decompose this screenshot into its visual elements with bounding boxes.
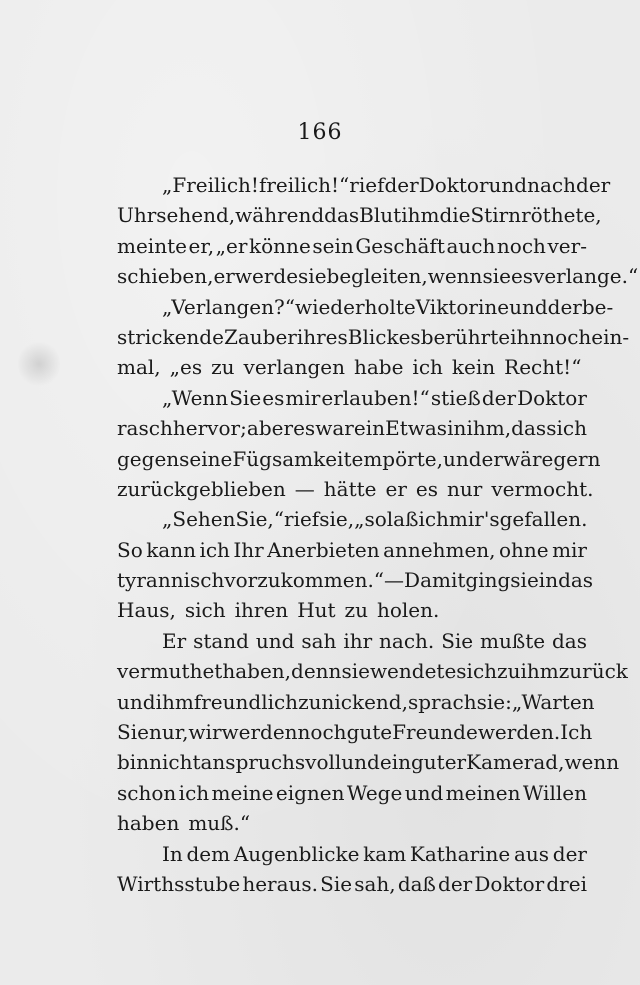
word: vorzukommen.“ xyxy=(224,568,385,593)
word: In xyxy=(162,841,183,866)
text-line xyxy=(117,231,587,261)
word: und xyxy=(509,294,548,319)
word: Sie xyxy=(441,628,474,653)
text-line xyxy=(117,626,587,656)
word: — xyxy=(294,476,315,501)
word: mir xyxy=(285,385,321,410)
text-line xyxy=(117,352,587,382)
word: haben xyxy=(117,811,180,836)
word: strickende xyxy=(117,324,224,349)
word: wäre xyxy=(502,446,554,471)
word: in xyxy=(538,568,559,593)
word: Ich xyxy=(560,720,593,745)
word: muß.“ xyxy=(188,811,251,836)
word: nach xyxy=(527,173,577,197)
word: freilich!“ xyxy=(258,173,350,197)
word: wendete xyxy=(369,659,457,684)
text-line xyxy=(117,747,620,777)
word: das xyxy=(324,203,360,228)
word: Blut xyxy=(359,203,402,228)
word: kann xyxy=(146,537,196,562)
word: „Wenn xyxy=(162,385,229,410)
word: ich xyxy=(199,537,230,562)
word: ver- xyxy=(547,233,587,258)
word: der xyxy=(552,841,587,866)
page-number: 166 xyxy=(297,120,343,145)
word: zu xyxy=(211,355,235,380)
word: Ihr xyxy=(233,537,264,562)
word: Stirn xyxy=(470,203,522,228)
word: der xyxy=(481,385,517,410)
word: die xyxy=(439,203,471,228)
word: mal, xyxy=(117,355,161,380)
word: zurück xyxy=(558,659,628,684)
word: ihn xyxy=(510,324,543,349)
word: kein xyxy=(451,355,496,380)
word: Damit xyxy=(404,568,466,593)
word: er xyxy=(481,446,503,471)
word: wenn xyxy=(427,264,483,289)
word: meinte xyxy=(117,233,187,258)
word: zu xyxy=(497,659,521,684)
word: sich xyxy=(184,598,226,623)
text-line xyxy=(117,383,587,413)
word: mir xyxy=(552,537,587,562)
word: Sie xyxy=(320,871,353,896)
word: „es xyxy=(169,355,203,380)
word: laß xyxy=(386,507,419,532)
word: annehmen, xyxy=(383,537,496,562)
text-line xyxy=(117,717,593,747)
word: schieben, xyxy=(117,264,214,289)
text-line xyxy=(117,687,595,717)
word: sah xyxy=(301,628,337,653)
word: er xyxy=(385,476,407,501)
word: es xyxy=(415,476,439,501)
word: Kamerad, xyxy=(466,750,565,775)
word: ein- xyxy=(591,324,630,349)
word: mir's xyxy=(448,507,500,532)
word: ich xyxy=(412,355,443,380)
word: nur xyxy=(447,476,483,501)
word: ich xyxy=(418,507,449,532)
word: ihres xyxy=(296,324,348,349)
word: und xyxy=(442,446,482,471)
text-line xyxy=(117,444,601,474)
word: war xyxy=(315,416,354,441)
word: Er xyxy=(162,628,187,653)
word: verlange.“ xyxy=(533,264,639,289)
text-line xyxy=(117,535,587,565)
word: „Freilich! xyxy=(162,173,259,197)
word: meinen xyxy=(445,780,521,805)
word: Hut xyxy=(297,598,336,623)
word: wiederholte xyxy=(294,294,416,319)
text-line xyxy=(117,200,602,230)
text-line xyxy=(117,565,594,595)
word: sich xyxy=(456,659,498,684)
word: und xyxy=(488,173,528,197)
word: Sie,“ xyxy=(235,507,285,532)
word: auch xyxy=(446,233,496,258)
word: verlangen xyxy=(243,355,345,380)
word: freundlich xyxy=(193,689,299,714)
word: rief xyxy=(284,507,320,532)
word: zu xyxy=(344,598,368,623)
text-line xyxy=(117,261,639,291)
word: erlauben!“ xyxy=(321,385,430,410)
word: „er xyxy=(215,233,248,258)
text-line xyxy=(117,170,611,200)
word: sein xyxy=(312,233,354,258)
word: Fügsamkeit xyxy=(232,446,352,471)
word: sah, xyxy=(354,871,396,896)
word: hätte xyxy=(323,476,377,501)
word: Wirthsstube xyxy=(117,871,241,896)
text-line xyxy=(117,778,587,808)
text-line xyxy=(117,869,587,899)
word: es xyxy=(510,264,534,289)
word: „Sehen xyxy=(162,507,236,532)
word: schon xyxy=(117,780,177,805)
word: Sie xyxy=(117,720,149,745)
word: gern xyxy=(553,446,601,471)
word: werden. xyxy=(477,720,561,745)
word: Doktor xyxy=(474,871,545,896)
word: „Warten xyxy=(511,689,595,714)
word: in xyxy=(447,416,467,441)
word: ihm xyxy=(401,203,440,228)
word: nicht xyxy=(149,750,201,775)
word: er xyxy=(213,264,235,289)
word: stand xyxy=(193,628,249,653)
word: sie: xyxy=(476,689,512,714)
body-text xyxy=(117,170,639,899)
word: Wege xyxy=(346,780,403,805)
word: eignen xyxy=(275,780,345,805)
word: rief xyxy=(349,173,385,197)
word: ihm, xyxy=(466,416,512,441)
word: ihren xyxy=(234,598,289,623)
word: ohne xyxy=(498,537,549,562)
word: und xyxy=(404,780,444,805)
word: aber xyxy=(246,416,294,441)
word: sie xyxy=(510,568,539,593)
word: So xyxy=(117,537,143,562)
word: gefallen. xyxy=(499,507,588,532)
text-line xyxy=(117,292,614,322)
word: der xyxy=(384,173,419,197)
word: sie xyxy=(298,264,327,289)
word: sie, xyxy=(319,507,355,532)
word: der xyxy=(438,871,473,896)
word: wenn xyxy=(564,750,620,775)
word: nur, xyxy=(148,720,189,745)
text-line xyxy=(117,413,587,443)
word: daß xyxy=(397,871,436,896)
word: hervor; xyxy=(172,416,247,441)
word: drei xyxy=(546,871,587,896)
word: ein xyxy=(353,416,386,441)
word: Augenblicke xyxy=(233,841,360,866)
word: rasch xyxy=(117,416,173,441)
word: Zauber xyxy=(223,324,297,349)
word: Katharine xyxy=(409,841,511,866)
word: ihm xyxy=(520,659,559,684)
word: Anerbieten xyxy=(267,537,380,562)
word: Recht!“ xyxy=(504,355,582,380)
word: Viktorine xyxy=(415,294,510,319)
word: vermocht. xyxy=(491,476,594,501)
word: es xyxy=(293,416,316,441)
word: seine xyxy=(179,446,233,471)
word: „Verlangen?“ xyxy=(162,294,295,319)
text-line xyxy=(117,595,587,625)
word: bin xyxy=(117,750,150,775)
word: wir xyxy=(188,720,222,745)
word: das xyxy=(551,628,587,653)
word: habe xyxy=(353,355,404,380)
word: gute xyxy=(346,720,393,745)
word: zurückgeblieben xyxy=(117,476,286,501)
word: Blickes xyxy=(347,324,421,349)
text-line xyxy=(117,504,587,534)
text-line xyxy=(117,322,630,352)
word: Doktor xyxy=(418,173,489,197)
word: Freunde xyxy=(392,720,478,745)
word: be- xyxy=(581,294,614,319)
word: Haus, xyxy=(117,598,176,623)
word: haben, xyxy=(222,659,292,684)
word: Uhr xyxy=(117,203,157,228)
word: sehend, xyxy=(156,203,236,228)
word: stieß xyxy=(430,385,481,410)
word: begleiten, xyxy=(326,264,428,289)
word: er, xyxy=(188,233,215,258)
word: denn xyxy=(291,659,342,684)
word: kam xyxy=(363,841,407,866)
word: der xyxy=(547,294,582,319)
word: sie xyxy=(482,264,511,289)
word: ich xyxy=(178,780,210,805)
word: sich xyxy=(546,416,587,441)
word: und xyxy=(255,628,295,653)
word: Etwas xyxy=(385,416,448,441)
word: und xyxy=(117,689,156,714)
word: meine xyxy=(211,780,274,805)
text-line xyxy=(117,808,587,838)
word: guter xyxy=(411,750,467,775)
word: noch xyxy=(542,324,592,349)
word: empörte, xyxy=(351,446,443,471)
word: tyrannisch xyxy=(117,568,225,593)
text-line xyxy=(117,839,587,869)
word: gegen xyxy=(117,446,180,471)
word: sie xyxy=(341,659,370,684)
word: ein xyxy=(379,750,411,775)
text-line xyxy=(117,474,594,504)
text-line xyxy=(117,656,628,686)
word: sprach xyxy=(407,689,477,714)
word: das xyxy=(511,416,547,441)
word: dem xyxy=(186,841,231,866)
word: ihm xyxy=(155,689,194,714)
word: Willen xyxy=(522,780,587,805)
word: Sie xyxy=(229,385,262,410)
word: werden xyxy=(221,720,298,745)
word: könne xyxy=(249,233,311,258)
word: noch xyxy=(496,233,546,258)
word: berührte xyxy=(420,324,511,349)
word: der xyxy=(576,173,611,197)
word: zunickend, xyxy=(298,689,408,714)
paper-stain xyxy=(18,340,60,388)
word: und xyxy=(341,750,380,775)
word: nach. xyxy=(379,628,435,653)
word: ging xyxy=(465,568,511,593)
word: vermuthet xyxy=(117,659,223,684)
word: es xyxy=(262,385,285,410)
word: „so xyxy=(354,507,387,532)
word: anspruchsvoll xyxy=(200,750,342,775)
word: Geschäft xyxy=(355,233,445,258)
word: röthete, xyxy=(521,203,602,228)
word: holen. xyxy=(376,598,440,623)
word: — xyxy=(384,568,405,593)
word: Doktor xyxy=(517,385,587,410)
word: mußte xyxy=(480,628,546,653)
word: ihr xyxy=(343,628,373,653)
word: werde xyxy=(234,264,299,289)
word: noch xyxy=(297,720,347,745)
word: während xyxy=(235,203,325,228)
word: heraus. xyxy=(242,871,319,896)
word: aus xyxy=(514,841,550,866)
word: das xyxy=(558,568,594,593)
